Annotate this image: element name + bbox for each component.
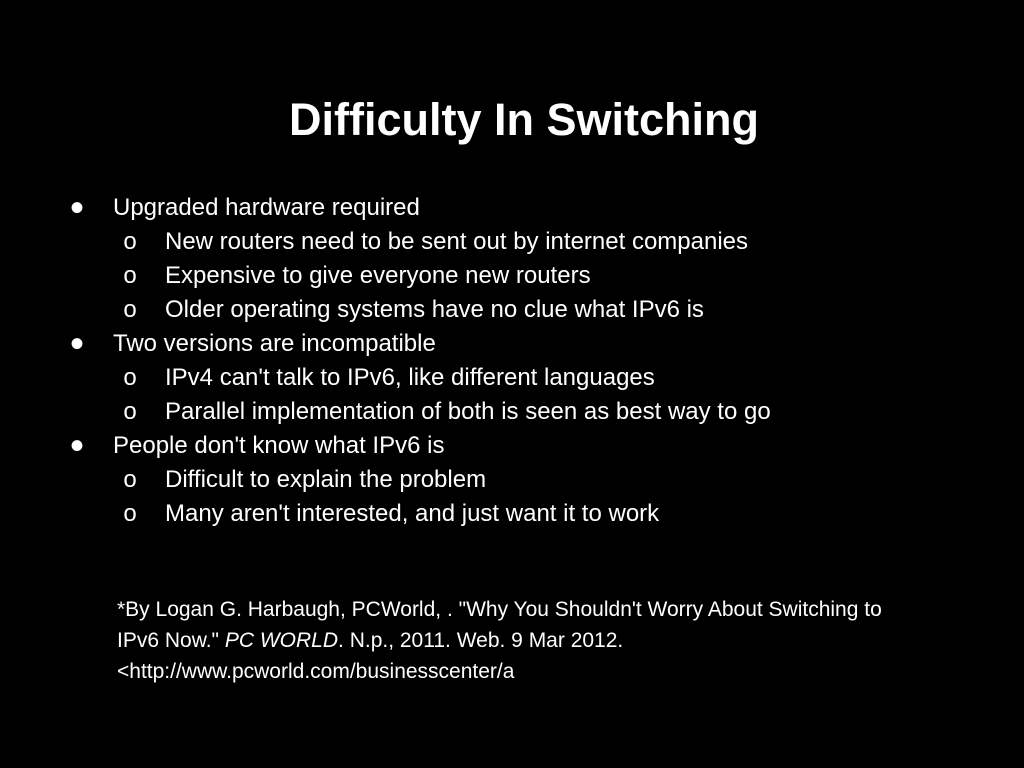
sub-bullet-text: New routers need to be sent out by internet companies <box>165 228 749 255</box>
bullet-item <box>0 424 1024 468</box>
citation <box>117 594 917 687</box>
sub-bullet-text: IPv4 can't talk to IPv6, like different languages <box>165 364 655 391</box>
sub-bullet-item <box>0 225 1024 259</box>
sub-bullet-item <box>0 293 1024 327</box>
sub-bullet-circle-icon: o <box>123 262 137 289</box>
sub-bullet-circle-icon: o <box>123 364 137 391</box>
sub-bullet-item <box>0 361 1024 395</box>
bullet-item <box>0 322 1024 366</box>
sub-bullet-circle-icon: o <box>123 296 137 323</box>
bullet-item <box>0 186 1024 230</box>
sub-bullet-text: Expensive to give everyone new routers <box>165 262 591 289</box>
citation-publication: PC WORLD <box>224 629 339 652</box>
sub-bullet-item <box>0 463 1024 497</box>
citation-details: . N.p., 2011. Web. 9 Mar 2012. <http://www.pcworld.com/businesscenter/a <box>117 629 624 683</box>
sub-bullet-circle-icon: o <box>123 398 137 425</box>
bullet-dot-icon: • <box>69 424 84 468</box>
sub-bullet-text: Parallel implementation of both is seen as best way to go <box>165 398 771 425</box>
sub-bullet-circle-icon: o <box>123 466 137 493</box>
bullet-list <box>0 186 1024 531</box>
sub-bullet-text: Many aren't interested, and just want it to work <box>165 500 660 527</box>
sub-bullet-item <box>0 259 1024 293</box>
sub-bullet-item <box>0 497 1024 531</box>
sub-bullet-text: Difficult to explain the problem <box>165 466 487 493</box>
bullet-dot-icon: • <box>69 186 84 230</box>
sub-bullet-text: Older operating systems have no clue what IPv6 is <box>165 296 704 323</box>
bullet-dot-icon: • <box>69 322 84 366</box>
sub-bullet-circle-icon: o <box>123 228 137 255</box>
sub-bullet-circle-icon: o <box>123 500 137 527</box>
sub-bullet-item <box>0 395 1024 429</box>
citation-text: *By Logan G. Harbaugh, PCWorld, . "Why You Shouldn't Worry About Switching to IPv6 Now." <box>117 598 882 652</box>
slide-title: Difficulty In Switching <box>289 94 759 145</box>
bullet-text: People don't know what IPv6 is <box>113 432 445 459</box>
bullet-text: Upgraded hardware required <box>113 194 420 221</box>
bullet-text: Two versions are incompatible <box>113 330 436 357</box>
